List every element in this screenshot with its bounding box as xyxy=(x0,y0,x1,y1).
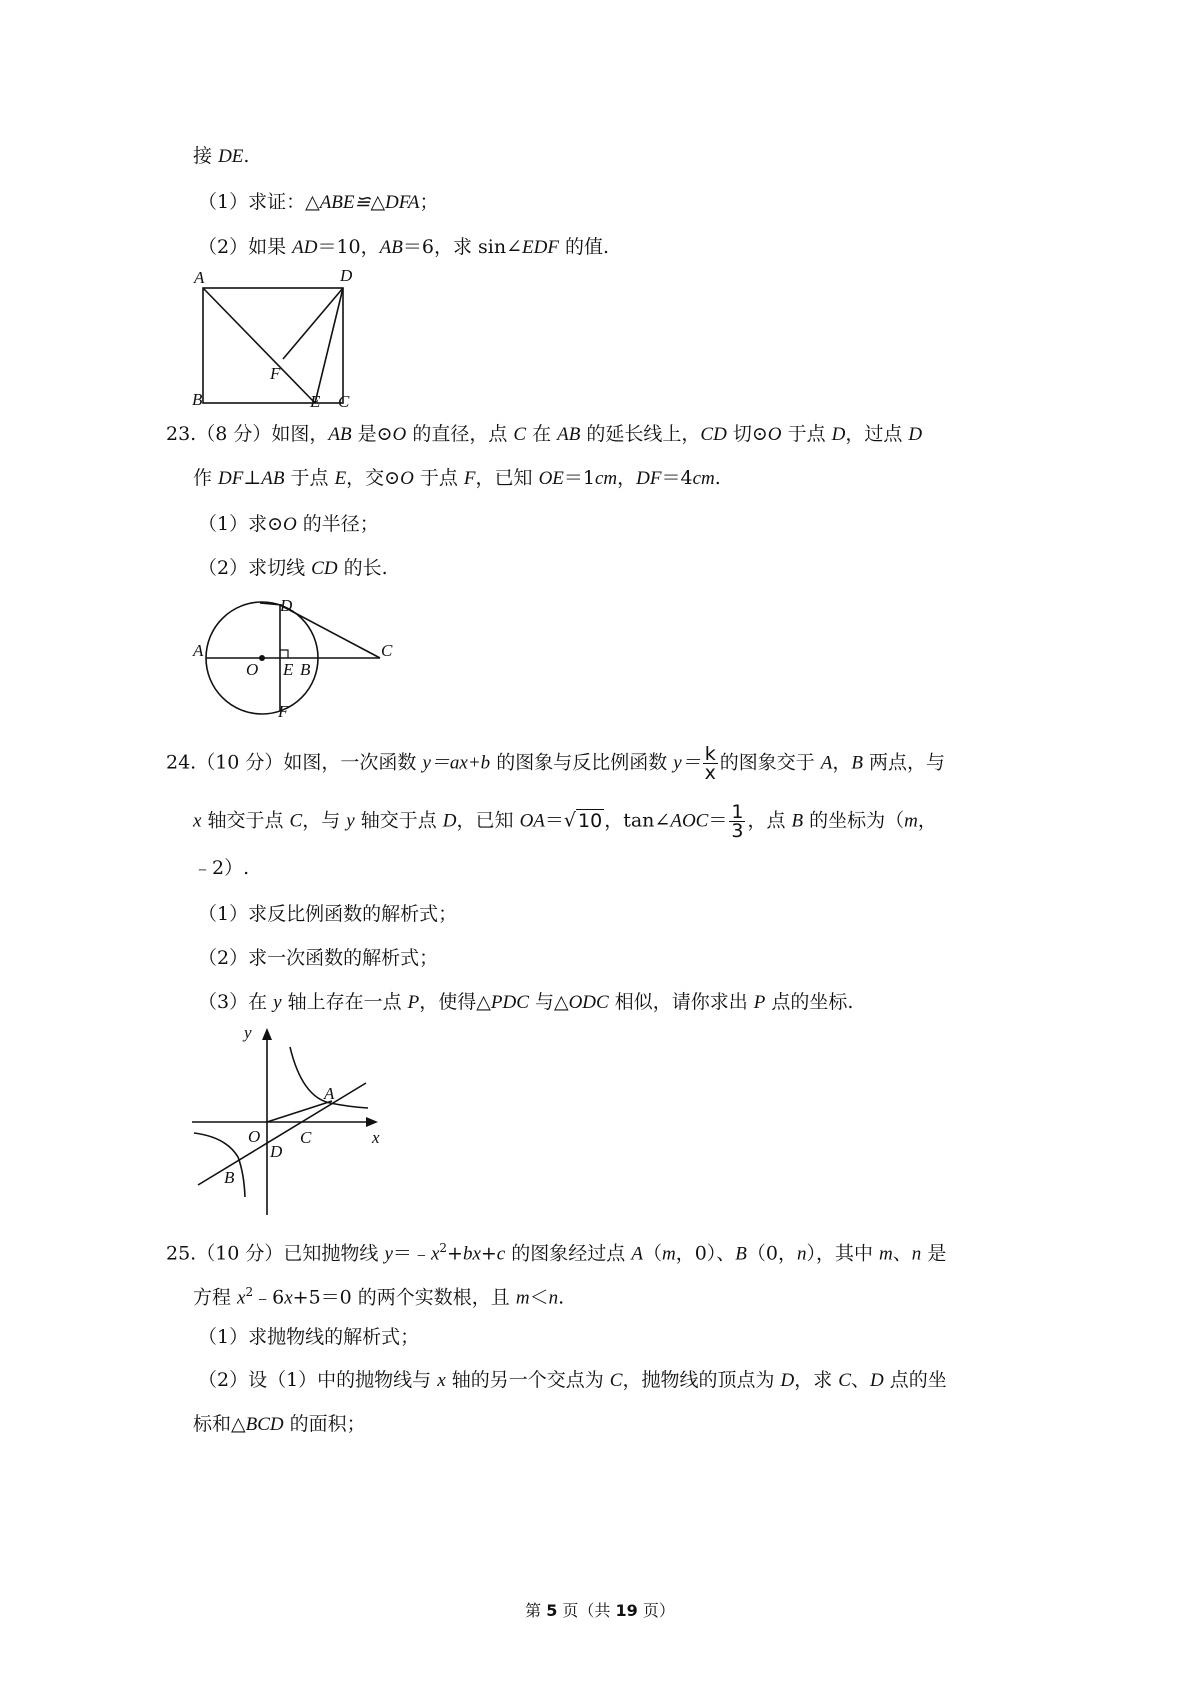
t: ），其中 xyxy=(806,1242,880,1265)
t: 页） xyxy=(637,1601,675,1620)
t: （ xyxy=(642,1242,662,1265)
label-f: F xyxy=(278,702,289,721)
y-arrow xyxy=(262,1028,272,1040)
t: ＝ xyxy=(708,809,728,832)
fraction-one-third xyxy=(729,803,745,840)
t: ，点 xyxy=(747,809,792,832)
t: ， xyxy=(832,751,852,774)
t: 轴上存在一点 xyxy=(281,991,408,1013)
v: n xyxy=(911,1243,922,1265)
v: C xyxy=(289,810,303,832)
text: ＝10， xyxy=(317,236,380,258)
label-f: F xyxy=(270,364,281,383)
v: O xyxy=(392,424,407,445)
q25-sub2-line2 xyxy=(193,1412,366,1437)
eq: y＝ax+b xyxy=(422,752,491,774)
q24-line3: ﹣2）. xyxy=(193,857,250,879)
center-dot xyxy=(259,655,265,661)
v: m xyxy=(661,1243,676,1265)
q22-line-tail xyxy=(193,144,249,169)
tangent-tail xyxy=(260,603,282,605)
q25-line2 xyxy=(193,1280,564,1310)
t: +5＝0 的两个实数根，且 xyxy=(292,1286,516,1309)
t: ，已知 xyxy=(456,809,520,832)
t: （0， xyxy=(746,1242,797,1265)
right-angle-mark xyxy=(280,650,288,658)
v: CD xyxy=(700,424,727,445)
t: 是 xyxy=(921,1242,947,1265)
t: （2）求切线 xyxy=(198,557,312,579)
t: ，与 xyxy=(302,809,347,832)
segment-oa xyxy=(267,1101,332,1122)
t: ＝ xyxy=(544,809,564,832)
v: n xyxy=(548,1287,559,1309)
sup: 2 xyxy=(245,1285,254,1299)
v: OA xyxy=(519,810,545,832)
t: . xyxy=(714,467,721,489)
text: ； xyxy=(419,191,439,213)
v: D xyxy=(780,1370,795,1391)
q22-sub1 xyxy=(198,190,439,215)
q22-rectangle-figure xyxy=(190,265,365,410)
q24-sub3 xyxy=(198,990,853,1015)
q25-sub2 xyxy=(198,1368,947,1393)
label-b: B xyxy=(224,1168,235,1187)
label-d: D xyxy=(340,266,353,285)
v: y xyxy=(384,1243,393,1265)
v: B xyxy=(735,1243,747,1265)
t: 于点 xyxy=(781,423,832,445)
v: x xyxy=(284,1287,293,1309)
x-arrow xyxy=(366,1117,378,1127)
label-b: B xyxy=(300,660,311,679)
text: （1）求证： xyxy=(198,191,306,213)
text: （2）如果 xyxy=(198,236,287,258)
var: AB xyxy=(379,237,403,258)
v: AB xyxy=(557,424,581,445)
v: m xyxy=(879,1243,893,1265)
q-number: 23.（8 分）如图， xyxy=(166,423,329,445)
t: ，抛物线的顶点为 xyxy=(622,1369,781,1391)
label-a: A xyxy=(193,641,204,660)
page-total: 19 xyxy=(615,1601,638,1620)
t: 相似，请你求出 xyxy=(608,991,754,1013)
var-de: DE xyxy=(218,146,244,167)
t: ＝1 xyxy=(563,467,595,489)
t: 的坐标为（ xyxy=(803,809,905,832)
tangent-cd xyxy=(280,605,380,658)
t: . xyxy=(558,1286,565,1309)
v: c xyxy=(496,1243,506,1265)
period: . xyxy=(243,145,250,167)
v: A xyxy=(631,1243,643,1265)
label-a: A xyxy=(324,1084,335,1103)
q24-coordinate-figure xyxy=(190,1025,400,1220)
v: DF xyxy=(218,468,244,489)
t: 、 xyxy=(892,1242,912,1265)
v: n xyxy=(796,1243,807,1265)
v: D xyxy=(869,1370,884,1391)
t: 标和△ xyxy=(193,1413,246,1435)
num: 1 xyxy=(731,801,744,823)
q23-sub2 xyxy=(198,556,388,581)
t: 是⊙ xyxy=(351,423,393,445)
label-e: E xyxy=(283,660,294,679)
v: D xyxy=(442,810,457,832)
t: 于点 xyxy=(284,467,335,489)
t: 的半径； xyxy=(296,513,379,535)
t: 方程 xyxy=(193,1286,238,1309)
v: B xyxy=(851,752,864,774)
t: 在 xyxy=(526,423,558,445)
t: ，tan∠ xyxy=(604,809,671,832)
t: 与△ xyxy=(528,991,569,1013)
t: 页（共 xyxy=(557,1601,616,1620)
v: y xyxy=(346,810,355,832)
t: + xyxy=(480,1242,497,1265)
segment-ae xyxy=(203,288,315,403)
v: P xyxy=(753,992,766,1013)
label-c: C xyxy=(381,641,393,660)
v: AB xyxy=(261,468,285,489)
t: （3）在 xyxy=(198,991,274,1013)
t: 轴的另一个交点为 xyxy=(445,1369,610,1391)
den: 3 xyxy=(731,820,744,842)
v: PDC xyxy=(490,992,529,1013)
label-o: O xyxy=(246,660,259,679)
label-b: B xyxy=(192,390,203,409)
v: C xyxy=(838,1370,851,1391)
t: ＜ xyxy=(529,1286,549,1309)
text: ＝6，求 sin∠ xyxy=(402,236,522,258)
v: E xyxy=(334,468,347,489)
label-y: y xyxy=(244,1023,252,1042)
q23-line1 xyxy=(166,422,922,447)
q25-line1 xyxy=(166,1236,946,1266)
t: 24.（10 分）如图，一次函数 xyxy=(166,751,423,774)
label-c: C xyxy=(300,1128,312,1147)
v: x xyxy=(437,1370,446,1391)
v: y＝ xyxy=(673,752,701,774)
v: DF xyxy=(636,468,662,489)
v: P xyxy=(407,992,420,1013)
v: D xyxy=(831,424,846,445)
q24-line2 xyxy=(193,803,937,840)
t: 作 xyxy=(193,467,219,489)
t: 25.（10 分）已知抛物线 xyxy=(166,1242,385,1265)
t: 于点 xyxy=(413,467,464,489)
q24-sub2: （2）求一次函数的解析式； xyxy=(198,947,439,969)
t: ＝﹣ xyxy=(392,1242,431,1265)
t: ，使得△ xyxy=(419,991,491,1013)
v: C xyxy=(513,424,527,445)
text: 接 xyxy=(193,145,213,167)
t: 的图象与反比例函数 xyxy=(490,751,674,774)
v: cm xyxy=(692,468,715,489)
v: F xyxy=(463,468,476,489)
t: ，0）、 xyxy=(675,1242,736,1265)
q24-sub1: （1）求反比例函数的解析式； xyxy=(198,903,458,925)
rect-abcd xyxy=(203,288,343,403)
t: 的直径，点 xyxy=(406,423,514,445)
t: 两点，与 xyxy=(863,751,946,774)
v: x xyxy=(430,1243,440,1265)
v: m xyxy=(515,1287,530,1309)
t: ﹣6 xyxy=(253,1286,285,1309)
t: 点的坐 xyxy=(883,1369,947,1391)
q23-sub1 xyxy=(198,512,379,537)
v: O xyxy=(400,468,414,489)
v: C xyxy=(609,1370,623,1391)
t: 轴交于点 xyxy=(354,809,443,832)
page-number: 5 xyxy=(546,1601,558,1620)
var: EDF xyxy=(522,237,559,258)
t: + xyxy=(447,1242,463,1265)
t: 的延长线上， xyxy=(580,423,701,445)
t: ，已知 xyxy=(475,467,539,489)
v: ODC xyxy=(568,992,609,1013)
q25-sub1: （1）求抛物线的解析式； xyxy=(198,1326,420,1348)
t: ， xyxy=(917,809,937,832)
t: 的图象交于 xyxy=(719,751,821,774)
v: bx xyxy=(462,1243,481,1265)
t: 第 xyxy=(525,1601,547,1620)
v: x xyxy=(193,810,202,832)
t: ＝4 xyxy=(661,467,693,489)
v: AOC xyxy=(670,810,709,832)
v: AB xyxy=(328,424,352,445)
q24-line1 xyxy=(166,745,945,782)
sup: 2 xyxy=(439,1241,448,1255)
v: y xyxy=(273,992,282,1013)
den: x xyxy=(704,762,716,784)
v: D xyxy=(908,424,923,445)
v: x xyxy=(237,1287,246,1309)
fraction-k-over-x xyxy=(703,745,718,782)
label-x: x xyxy=(372,1128,380,1147)
t: （1）求⊙ xyxy=(198,513,284,535)
label-o: O xyxy=(248,1127,261,1146)
q22-sub2 xyxy=(198,235,609,260)
v: O xyxy=(767,424,782,445)
v: BCD xyxy=(245,1414,284,1435)
v: cm xyxy=(595,468,618,489)
page-footer xyxy=(0,1598,1200,1621)
t: ， xyxy=(617,467,637,489)
t: ，求 xyxy=(794,1369,839,1391)
label-a: A xyxy=(194,268,205,287)
num: k xyxy=(704,743,716,765)
t: 点的坐标. xyxy=(765,991,854,1013)
v: B xyxy=(791,810,804,832)
t: 切⊙ xyxy=(726,423,768,445)
t: ，交⊙ xyxy=(346,467,401,489)
v: O xyxy=(283,514,297,535)
t: ，过点 xyxy=(845,423,909,445)
t: 的长. xyxy=(337,557,388,579)
t: 、 xyxy=(850,1369,870,1391)
t: 的图象经过点 xyxy=(505,1242,632,1265)
hyperbola-branch-2 xyxy=(194,1133,245,1197)
sqrt-10: √ 10 xyxy=(563,809,603,832)
text: 的值. xyxy=(558,236,610,258)
q23-circle-figure xyxy=(190,595,410,725)
v: m xyxy=(904,810,918,832)
label-e: E xyxy=(310,392,321,411)
t: 轴交于点 xyxy=(201,809,290,832)
label-c: C xyxy=(338,392,350,411)
t: 的面积； xyxy=(283,1413,366,1435)
label-d: D xyxy=(270,1142,283,1161)
radicand: 10 xyxy=(578,809,603,832)
v: OE xyxy=(538,468,564,489)
v: CD xyxy=(311,558,338,579)
q23-line2 xyxy=(193,466,721,491)
label-d: D xyxy=(280,596,293,615)
t: ⊥ xyxy=(243,467,262,489)
t: （2）设（1）中的抛物线与 xyxy=(198,1369,438,1391)
expr: △ABE≌△DFA xyxy=(305,192,420,213)
var: AD xyxy=(292,237,318,258)
v: A xyxy=(820,752,833,774)
